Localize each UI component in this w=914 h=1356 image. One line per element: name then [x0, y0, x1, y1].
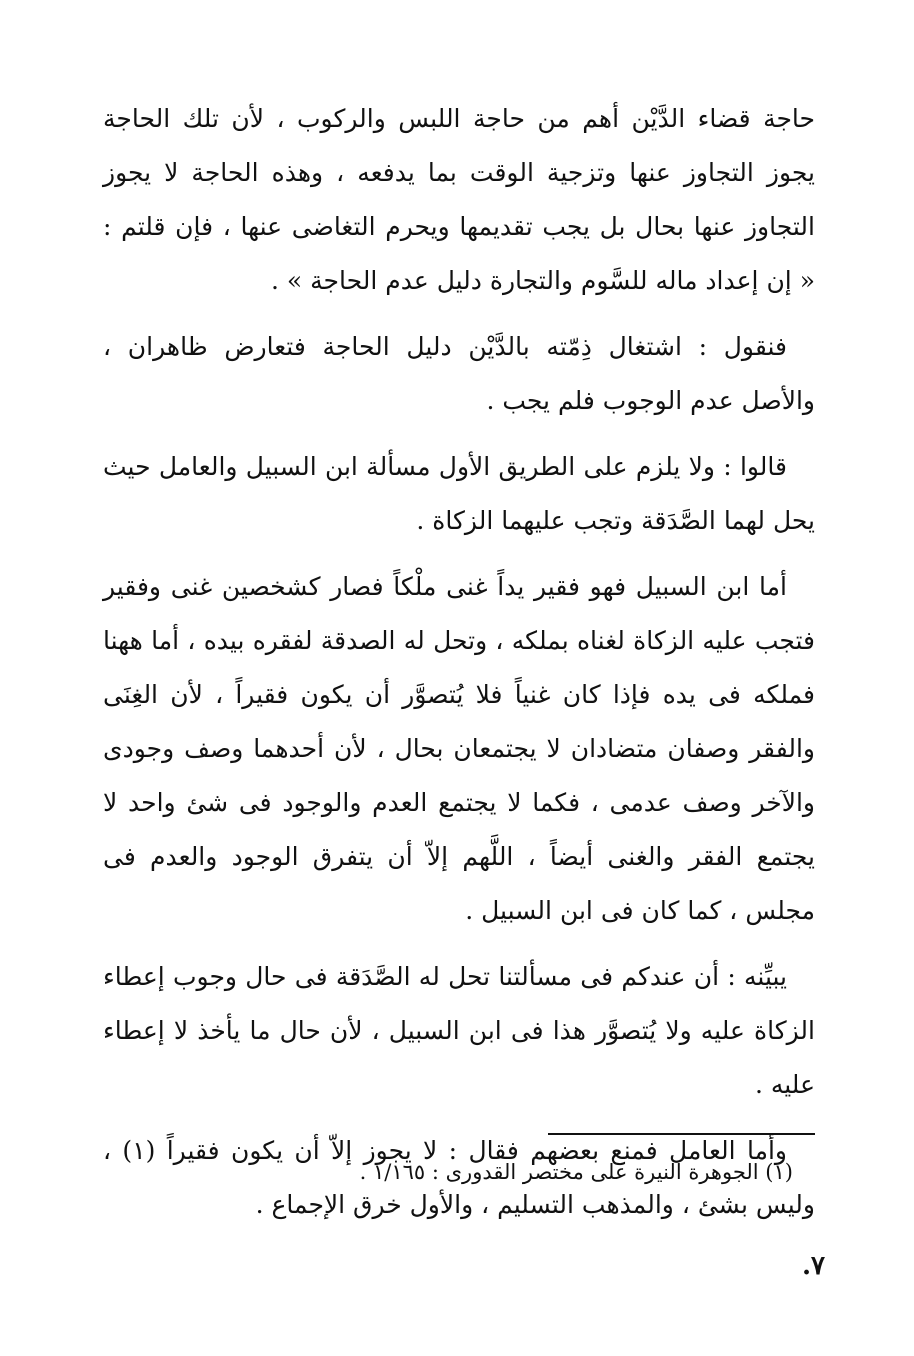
paragraph-6: وأما العامل فمنع بعضهم فقال : لا يجوز إلاّ أن يكون فقيراً (١) ، وليس بشئ ، والمذهب التسليم ، والأول خرق الإجماع .: [103, 1136, 815, 1219]
paragraph-3: قالوا : ولا يلزم على الطريق الأول مسألة ابن السبيل والعامل حيث يحل لهما الصَّدَقة وتجب عليهما الزكاة .: [103, 452, 815, 535]
paragraph-4: أما ابن السبيل فهو فقير يداً غنى ملْكاً فصار كشخصين غنى وفقير فتجب عليه الزكاة لغناه بملكه ، وتحل له الصدقة لفقره بيده ، أما ههنا فملكه فى يده فإذا كان غنياً فلا يُتصوَّر أن يكون فقيراً ، لأن الغِنَى والفقر وصفان متضادان لا يجتمعان بحال ، لأن أحدهما وصف وجودى والآخر وصف عدمى ، فكما لا يجتمع العدم والوجود فى شئ واحد لا يجتمع الفقر والغنى أيضاً ، اللَّهم إلاّ أن يتفرق الوجود والعدم فى مجلس ، كما كان فى ابن السبيل .: [103, 572, 815, 925]
main-text: [103, 92, 815, 1244]
footnote: (١) الجوهرة النيرة على مختصر القدورى : ١/١٦٥ .: [359, 1160, 793, 1184]
page-number: ٧.: [801, 1251, 825, 1281]
paragraph-2: فنقول : اشتغال ذِمّته بالدَّيْن دليل الحاجة فتعارض ظاهران ، والأصل عدم الوجوب فلم يجب .: [103, 332, 815, 415]
paragraph-1: حاجة قضاء الدَّيْن أهم من حاجة اللبس والركوب ، لأن تلك الحاجة يجوز التجاوز عنها وتزجية الوقت بما يدفعه ، وهذه الحاجة لا يجوز التجاوز عنها بحال بل يجب تقديمها ويحرم التغاضى عنها ، فإن قلتم : « إن إعداد ماله للسَّوم والتجارة دليل عدم الحاجة » .: [103, 104, 815, 295]
paragraph-5: يبيِّنه : أن عندكم فى مسألتنا تحل له الصَّدَقة فى حال وجوب إعطاء الزكاة عليه ولا يُتصوَّر هذا فى ابن السبيل ، لأن حال ما يأخذ لا إعطاء عليه .: [103, 962, 815, 1099]
footnote-divider: [548, 1133, 815, 1135]
